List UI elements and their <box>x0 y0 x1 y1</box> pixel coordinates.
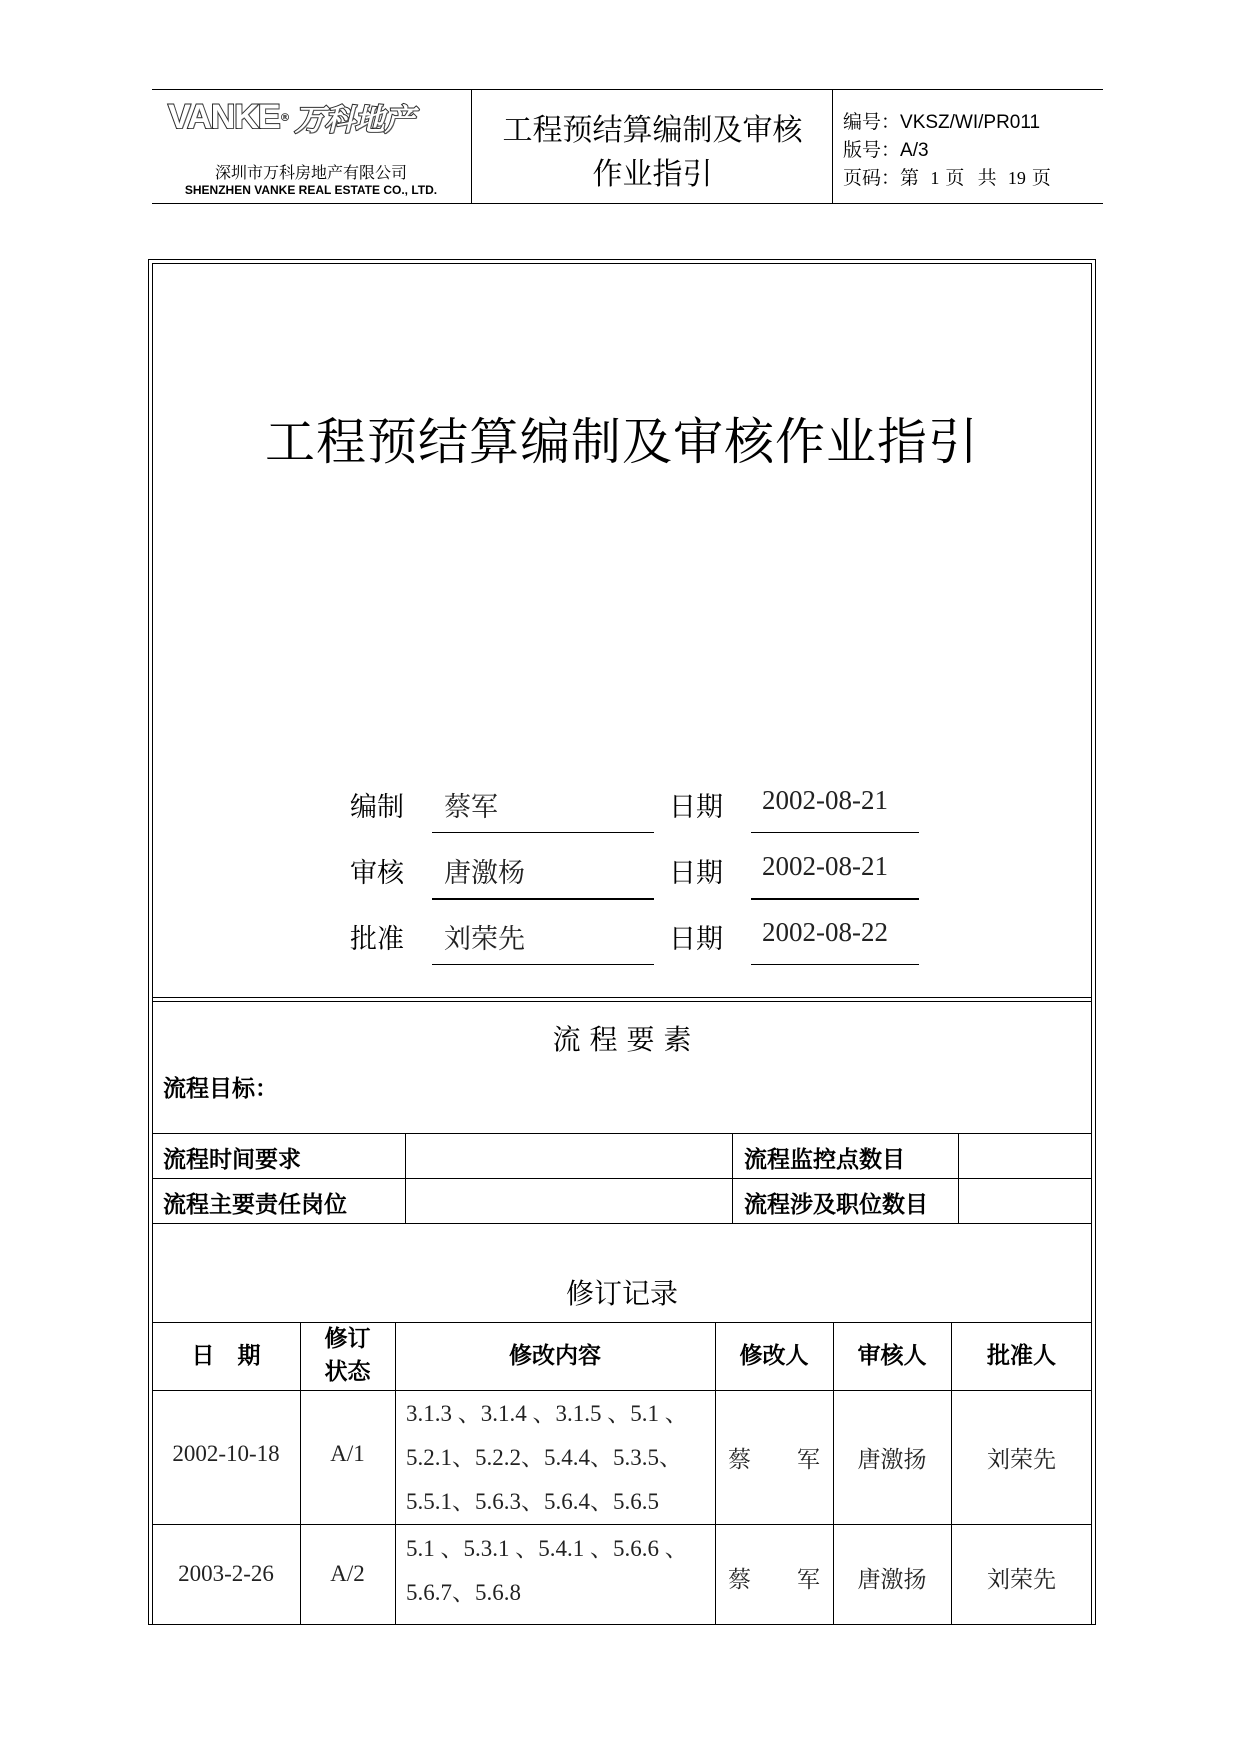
rev-row1-modifier: 蔡 军 <box>728 1447 820 1472</box>
sig-name-compile: 蔡军 <box>444 792 498 822</box>
rev-row1-status: A/1 <box>330 1441 365 1466</box>
rev-row2-content-line1: 5.1 、5.3.1 、5.4.1 、5.6.6 、 <box>406 1536 688 1561</box>
rev-row2-reviewer: 唐激扬 <box>857 1567 927 1592</box>
rev-header-status-2: 状态 <box>324 1359 371 1385</box>
page-number: 1 <box>930 168 940 188</box>
sig-date-label-compile: 日期 <box>669 792 723 823</box>
rev-header-modifier: 修改人 <box>739 1343 809 1369</box>
sig-role-compile: 编制 <box>350 792 404 823</box>
rule-cover-bottom-a <box>152 997 1092 998</box>
sig-name-review: 唐激杨 <box>444 858 525 888</box>
sig-date-label-approve: 日期 <box>669 924 723 955</box>
rev-header-approver: 批准人 <box>987 1343 1056 1369</box>
process-section-title: 流 程 要 素 <box>552 1023 692 1056</box>
process-positions-label: 流程涉及职位数目 <box>744 1192 928 1218</box>
page-di: 第 <box>900 168 920 189</box>
header-title-line2: 作业指引 <box>592 157 713 192</box>
doc-version <box>843 135 929 162</box>
vrule-process-3 <box>958 1133 959 1223</box>
rule-cover-bottom-b <box>152 1001 1092 1002</box>
sig-date-approve: 2002-08-22 <box>762 917 888 947</box>
sig-line-approve-date <box>751 964 919 965</box>
rev-row1-date: 2002-10-18 <box>172 1441 280 1466</box>
company-name-en: SHENZHEN VANKE REAL ESTATE CO., LTD. <box>184 183 438 197</box>
vrule-process-2 <box>732 1133 733 1223</box>
page-ye2: 页 <box>1031 168 1051 189</box>
sig-name-approve: 刘荣先 <box>444 924 525 954</box>
header-divider-left <box>471 90 472 203</box>
rev-row1-content-line2: 5.2.1、5.2.2、5.4.4、5.3.5、 <box>406 1445 682 1470</box>
document-title: 工程预结算编制及审核作业指引 <box>265 413 979 471</box>
page-indicator <box>843 163 1051 190</box>
company-name-cn: 深圳市万科房地产有限公司 <box>214 163 407 182</box>
process-post-label: 流程主要责任岗位 <box>163 1192 347 1218</box>
page-ye: 页 <box>945 168 965 189</box>
logo-en: VANKE <box>168 97 280 136</box>
sig-role-approve: 批准 <box>350 924 404 955</box>
rev-row2-approver: 刘荣先 <box>987 1567 1056 1592</box>
rule-post-bottom <box>152 1223 1092 1224</box>
header-bottom-rule <box>152 203 1103 204</box>
rev-header-date: 日 期 <box>191 1343 261 1369</box>
sig-line-approve-name <box>432 964 654 965</box>
sig-date-label-review: 日期 <box>669 858 723 889</box>
rev-row1-content-line1: 3.1.3 、3.1.4 、3.1.5 、5.1 、 <box>406 1401 688 1426</box>
rev-header-reviewer: 审核人 <box>857 1343 927 1369</box>
rev-row2-date: 2003-2-26 <box>178 1561 274 1586</box>
sig-line-compile-date <box>751 832 919 833</box>
page-gong: 共 <box>977 168 997 189</box>
rev-row2-content <box>406 1527 688 1615</box>
process-time-label: 流程时间要求 <box>163 1147 301 1173</box>
rev-row1-approver: 刘荣先 <box>987 1447 1056 1472</box>
logo-reg-mark: ® <box>279 110 291 124</box>
rule-time-bottom <box>152 1178 1092 1179</box>
revision-title: 修订记录 <box>565 1277 678 1310</box>
rev-row2-status: A/2 <box>330 1561 365 1586</box>
sig-line-compile-name <box>432 832 654 833</box>
process-goal-label: 流程目标： <box>163 1076 278 1102</box>
rule-goal-bottom <box>152 1133 1092 1134</box>
header-divider-right <box>832 90 833 203</box>
rev-row2-modifier: 蔡 军 <box>728 1567 820 1592</box>
vanke-logo <box>168 97 460 137</box>
header-title-line1: 工程预结算编制及审核 <box>502 113 803 148</box>
rev-row1-content-line3: 5.5.1、5.6.3、5.6.4、5.6.5 <box>406 1489 659 1514</box>
header-top-rule <box>152 89 1103 90</box>
sig-line-review-name <box>432 898 654 900</box>
doc-number-value: VKSZ/WI/PR011 <box>900 112 1041 133</box>
rev-row1-content <box>406 1392 688 1524</box>
logo-cn: 万科地产 <box>294 103 415 138</box>
sig-date-compile: 2002-08-21 <box>762 785 888 815</box>
sig-line-review-date <box>751 898 919 900</box>
page-label: 页码： <box>843 168 901 189</box>
vrule-process-1 <box>405 1133 406 1223</box>
doc-version-label: 版号： <box>843 140 901 161</box>
rev-row1-reviewer: 唐激扬 <box>857 1447 927 1472</box>
doc-number-label: 编号： <box>843 112 901 133</box>
sig-date-review: 2002-08-21 <box>762 851 888 881</box>
rev-row2-content-line2: 5.6.7、5.6.8 <box>406 1580 521 1605</box>
page-total: 19 <box>1007 168 1026 188</box>
rev-header-content: 修改内容 <box>509 1343 601 1369</box>
doc-version-value: A/3 <box>900 140 929 161</box>
doc-number <box>843 107 1040 134</box>
process-monitor-label: 流程监控点数目 <box>744 1147 905 1173</box>
rev-header-status-1: 修订 <box>324 1326 371 1352</box>
sig-role-review: 审核 <box>350 858 404 889</box>
